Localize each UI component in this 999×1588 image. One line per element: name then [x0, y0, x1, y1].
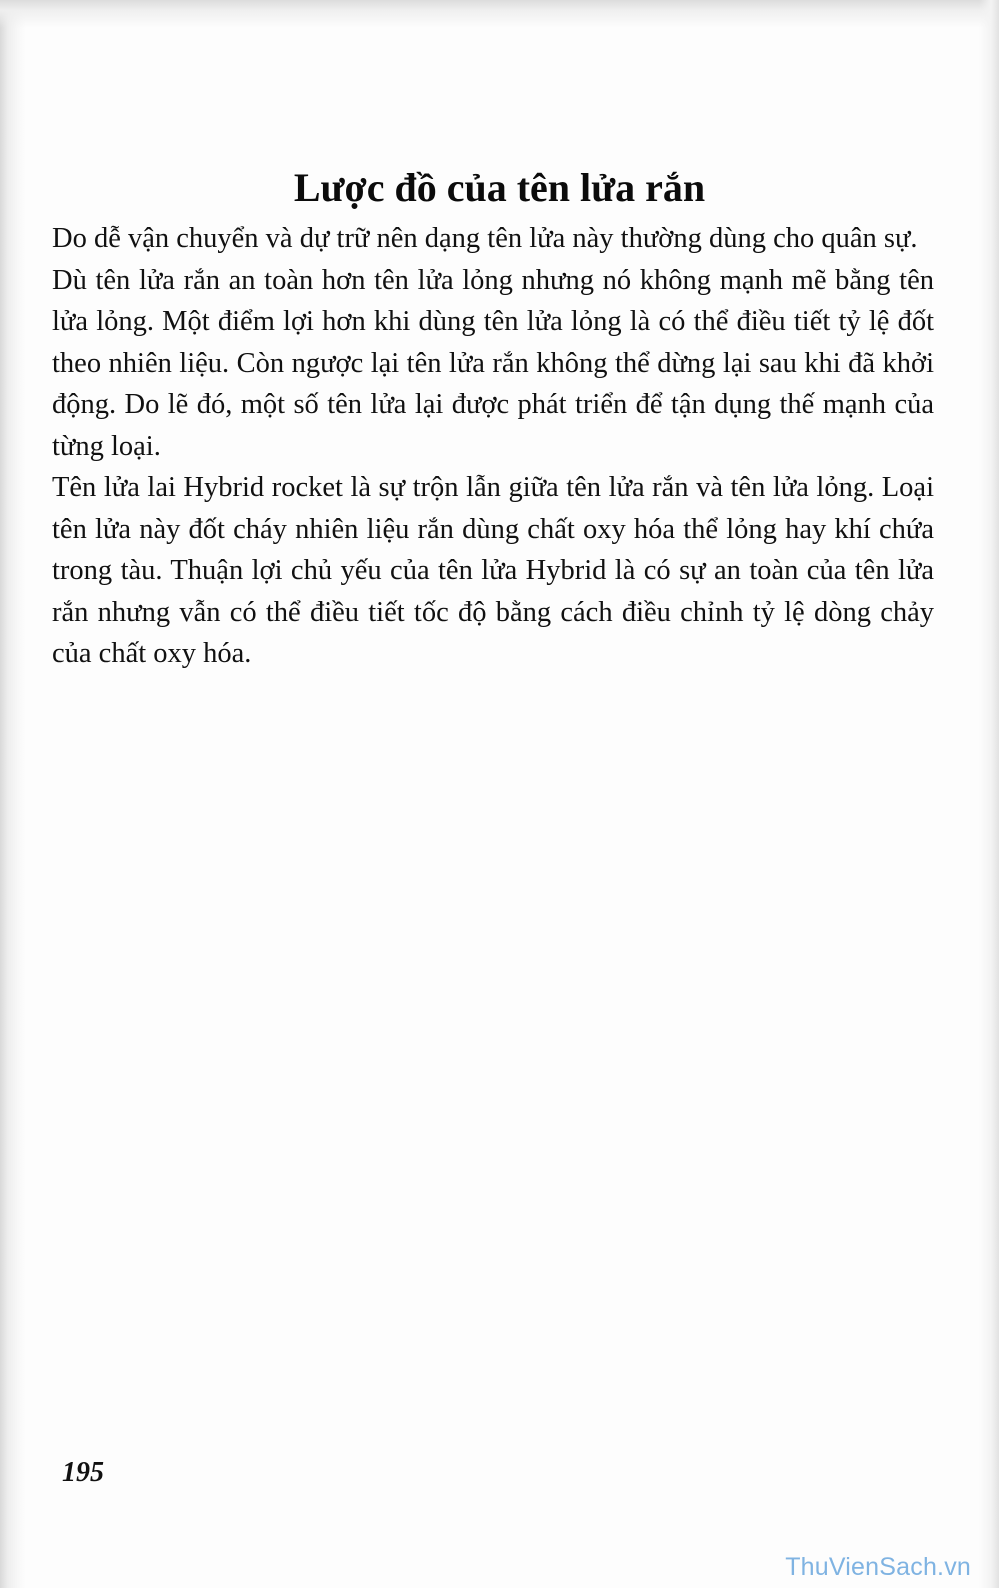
body-text — [52, 218, 934, 675]
watermark: ThuVienSach.vn — [785, 1553, 971, 1581]
paragraph-1: Do dễ vận chuyển và dự trữ nên dạng tên lửa này thường dùng cho quân sự. — [52, 223, 918, 254]
page-right-edge-shadow — [979, 0, 999, 1588]
paragraph-3: Tên lửa lai Hybrid rocket là sự trộn lẫn giữa tên lửa rắn và tên lửa lỏng. Loại tên lửa này đốt cháy nhiên liệu rắn dùng chất oxy hóa thể lỏng hay khí chứa trong tàu. Thuận lợi chủ yếu của tên lửa Hybrid là có sự an toàn của tên lửa rắn nhưng vẫn có thể điều tiết tốc độ bằng cách điều chỉnh tỷ lệ dòng chảy của chất oxy hóa. — [52, 472, 934, 669]
page-left-edge-shadow — [0, 0, 26, 1588]
paragraph-2: Dù tên lửa rắn an toàn hơn tên lửa lỏng nhưng nó không mạnh mẽ bằng tên lửa lỏng. Một điểm lợi hơn khi dùng tên lửa lỏng là có thể điều tiết tỷ lệ đốt theo nhiên liệu. Còn ngược lại tên lửa rắn không thể dừng lại sau khi đã khởi động. Do lẽ đó, một số tên lửa lại được phát triển để tận dụng thế mạnh của từng loại. — [52, 264, 934, 462]
page-top-edge-shadow — [0, 0, 999, 28]
page-title: Lược đồ của tên lửa rắn — [293, 165, 706, 210]
page-number: 195 — [62, 1457, 104, 1488]
